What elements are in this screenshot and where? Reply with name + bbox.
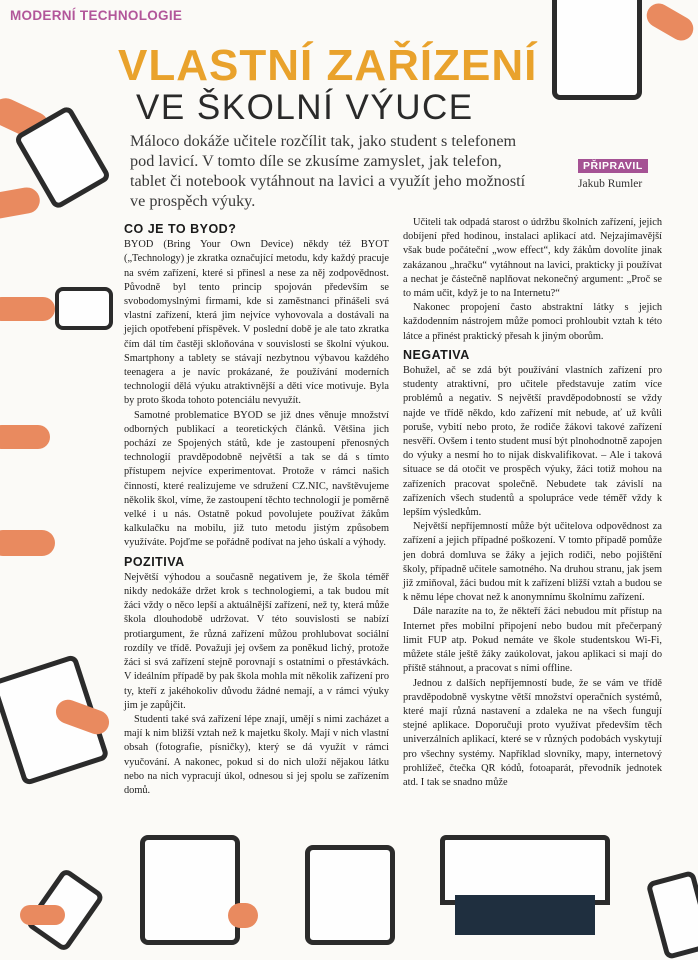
- paragraph: Bohužel, ač se zdá být používání vlastních zařízení pro studenty atraktivní, pro učitele představuje zatím více problémů a negativ. S největší pravděpodobností se vždy najde ve třídě někdo, kdo zařízení mít nebude, ať už kvůli poruše, vybití nebo proto, že rodiče žákovi takové zařízení nesvěří. Ovšem i tento student musí být plnohodnotně zapojen do výuky a nesmí ho to nijak diskvalifikovat. – Ale i taková situace se dá otočit ve prospěch výuky, žáci totiž mohou na zařízeních pracovat společně. Nebudete tak závislí na zařízeních všech studentů a spolupráce vede téměř vždy k lepším výsledkům.: [403, 365, 662, 519]
- paragraph: Studenti také svá zařízení lépe znají, umějí s nimi zacházet a mají k nim bližší vztah než k majetku školy. Mají v nich vlastní obsah (fotografie, písničky), který se dá využít v rámci vyučování. A nakonec, pokud si do nich uloží nějakou látku nebo na nich vypracují úkol, odnesou si jej spolu se zařízením domů.: [124, 713, 389, 796]
- byline-author: Jakub Rumler: [578, 178, 643, 190]
- article-title-line1: VLASTNÍ ZAŘÍZENÍ: [118, 41, 538, 90]
- hand-illustration-left-4: [0, 645, 115, 805]
- paragraph: Nakonec propojení často abstraktní látky s jejich každodenním nástrojem může pomoci prohloubit vztah k této látce a přinést praktický přesah k jiným oborům.: [403, 302, 662, 342]
- paragraph: Učiteli tak odpadá starost o údržbu školních zařízení, jejich dobíjení před hodinou, instalaci aplikací atd. Nejzajímavější však bude počáteční „wow effect“, kdy žákům dovolíte jinak zakázanou „hračku“ vytáhnout na lavici, prakticky ji používat a nechat je částečně naplňovat nekonečný argument: „Proč se to mám učit, když je to na Internetu?“: [403, 217, 662, 300]
- paragraph: Největší nepříjemností může být učitelova odpovědnost za zařízení a jejich případné poškození. V tomto případě pomůže jen dobrá domluva se žáky a jejich rodiči, nebo pojištění školy, případně učitele samotného. Na druhou stranu, jak jsem již zmiňoval, žáci budou mít k zařízení bližší vztah a budou se k němu lépe chovat než k anonymnímu školnímu zařízení.: [403, 521, 662, 604]
- heading-byod: CO JE TO BYOD?: [124, 222, 237, 236]
- section-label: MODERNÍ TECHNOLOGIE: [10, 8, 183, 23]
- tablet-icon: [55, 287, 113, 330]
- tablet-icon: [305, 845, 395, 945]
- hand-illustration-left-2: [0, 282, 120, 352]
- article-title-line2: VE ŠKOLNÍ VÝUCE: [136, 88, 474, 127]
- paragraph: Jednou z dalších nepříjemností bude, že se vám ve třídě pravděpodobně vyskytne větší množství operačních systémů, které mají různá nastavení a zdaleka ne na všech fungují stejné aplikace. Doporučuji proto využívat především těch univerzálních aplikací, které se v různých podobách vyskytují pro všechny systémy. Například slovníky, mapy, internetový prohlížeč, čtečka QR kódů, fotoaparát, převodník jednotek atd. I tak se snadno může: [403, 677, 662, 788]
- column-left: [124, 218, 389, 798]
- paragraph: Největší výhodou a současně negativem je, že škola téměř nikdy nedokáže držet krok s technologiemi, a tak budou mít žáci vždy o něco lepší a aktuálnější zařízení, než ty, která může škola dlouhodobě udržovat. V této souvislosti se nabízí protiargument, že různá zařízení můžou prohlubovat sociální rozdíly ve třídě. Považuji jej ovšem za poněkud lichý, protože žáci si svá zařízení stejně porovnají s ostatními o přestávkách. V ideálním případě by pak škola mohla mít několik zařízení pro ty, kteří z jakéhokoliv důvodu žádné nemají, a v rámci výuky jim je zapůjčit.: [124, 571, 389, 711]
- paragraph: BYOD (Bring Your Own Device) někdy též BYOT („Technology) je zkratka označující metodu, kdy každý pracuje na svém zařízení, které si přinesl a nese za něj zodpovědnost. Původně byl tento princip spojován především se svobodomyslnými firmami, kde si zaměstnanci přinášeli svá vlastní zařízení, která jim nejvíce vyhovovala a dostávali na jejich opotřebení příspěvek. V poslední době je ale tato zkratka čím dál tím častěji skloňována v souvislosti se školní výukou. Smartphony a tablety se stávají nezbytnou výbavou každého teenagera a je navíc prokázané, že používání moderních technologií dělá výuku atraktivnější a děti více motivuje. Byla by proto škoda tohoto potenciálu nevyužít.: [124, 239, 389, 407]
- heading-pozitiva: POZITIVA: [124, 554, 185, 569]
- hand-illustration-top-right: [550, 0, 698, 100]
- bottom-illustrations: [0, 835, 698, 929]
- paragraph: Dále narazíte na to, že někteří žáci nebudou mít přístup na Internet přes mobilní připojení nebo budou mít přečerpaný limit FUP atp. Pokud nemáte ve škole studentskou Wi-Fi, můžete stále ještě žáky zaúkolovat, jakou aplikaci si mají do příště stáhnout, a pracovat s ními offline.: [403, 606, 662, 675]
- paragraph: Samotné problematice BYOD se již dnes věnuje množství odborných publikací a teoretických článků. Většina jich pochází ze Spojených států, kde je zastoupení přenosných technologií pravděpodobně největší a tak se dá s tímto přístupem nejvíce experimentovat. Protože v rámci našich činností, které realizujeme ve sdružení CZ.NIC, navštěvujeme několik škol, víme, že zastoupení těchto technologií je poměrně velké i u nás. Ostatně pokud povolujete používat žákům kalkulačku na mobilu, již tuto metodu jistým způsobem využíváte. Pojďme se pořádně podívat na jeho úskalí a výhody.: [124, 409, 389, 549]
- article-lead: Máloco dokáže učitele rozčílit tak, jako student s telefonem pod lavicí. V tomto díle se zkusíme zamyslet, jak telefon, tablet či notebook vytáhnout na lavici a využít jeho možností ve prospěch výuky.: [130, 132, 526, 210]
- phone-icon: [645, 870, 698, 960]
- tablet-icon: [552, 0, 642, 100]
- hand-illustration-top-left: [0, 95, 120, 225]
- hand-illustration-left-3: [0, 420, 115, 570]
- heading-negativa: NEGATIVA: [403, 347, 470, 362]
- column-right: [403, 216, 662, 790]
- byline-label: PŘIPRAVIL: [578, 159, 648, 173]
- byline: [578, 156, 688, 190]
